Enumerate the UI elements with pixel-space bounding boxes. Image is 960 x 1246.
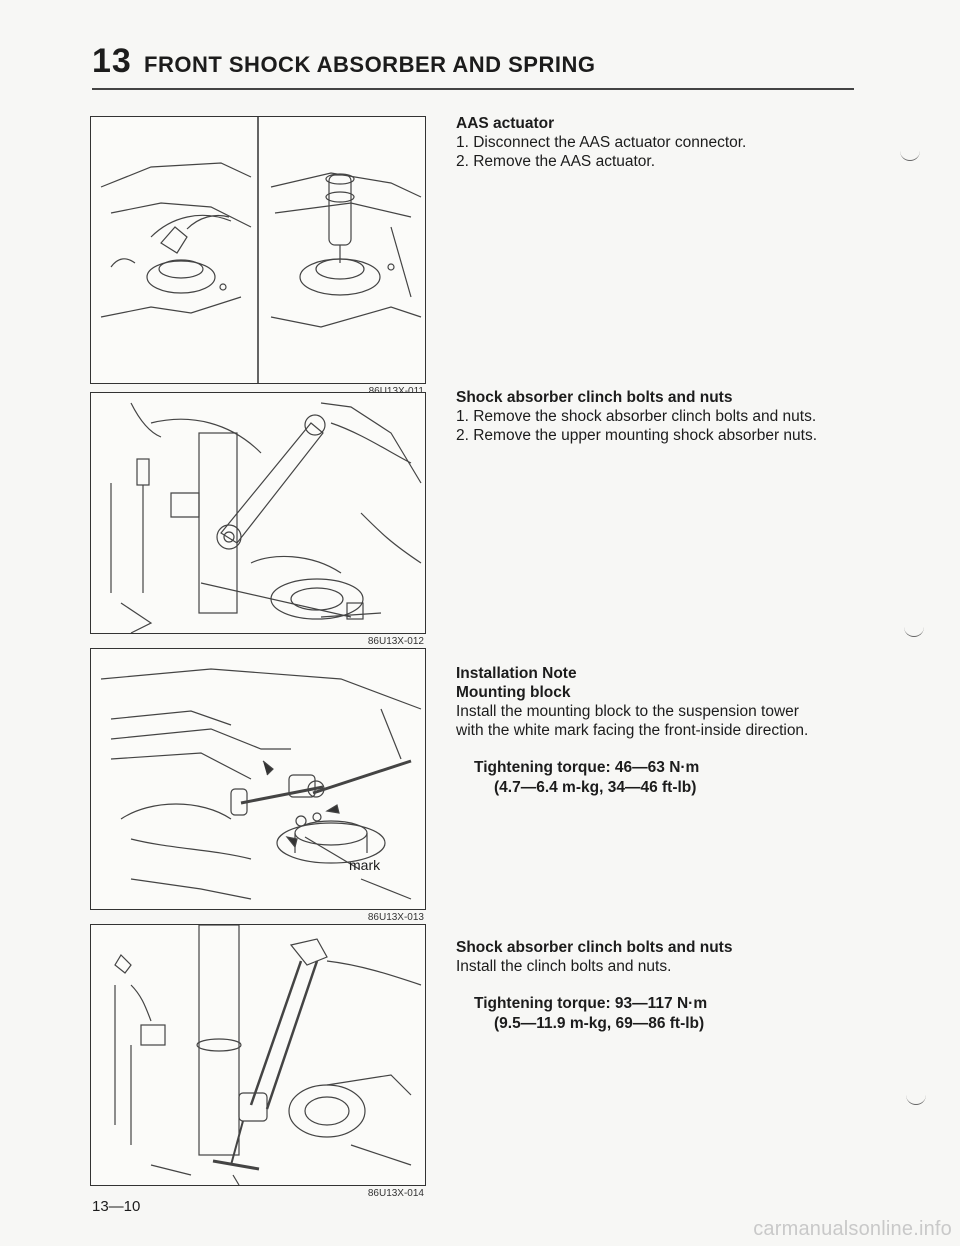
aas-actuator-illustration bbox=[91, 117, 425, 383]
chapter-title: FRONT SHOCK ABSORBER AND SPRING bbox=[144, 52, 596, 77]
section-aas-actuator bbox=[456, 114, 856, 171]
torque-line: Tightening torque: 93—117 N·m bbox=[474, 995, 708, 1012]
clinch-bolt-install-illustration bbox=[91, 925, 425, 1185]
figure-code: 86U13X-012 bbox=[367, 636, 424, 647]
chapter-number: 13 bbox=[92, 42, 132, 80]
figure-mounting-block bbox=[90, 648, 426, 910]
torque-spec bbox=[456, 758, 856, 798]
section-subtitle: Mounting block bbox=[456, 684, 571, 701]
section-clinch-bolts-install bbox=[456, 938, 856, 1034]
torque-line: (4.7—6.4 m-kg, 34—46 ft-lb) bbox=[494, 779, 697, 796]
clinch-bolt-removal-illustration bbox=[91, 393, 425, 633]
figure-clinch-bolts-removal bbox=[90, 392, 426, 634]
step-line: 2. Remove the AAS actuator. bbox=[456, 153, 656, 170]
section-title: Shock absorber clinch bolts and nuts bbox=[456, 939, 733, 956]
torque-line: Tightening torque: 46—63 N·m bbox=[474, 759, 700, 776]
margin-mark bbox=[900, 150, 920, 161]
margin-mark bbox=[906, 1094, 926, 1105]
figure-code: 86U13X-013 bbox=[367, 912, 424, 923]
section-mounting-block bbox=[456, 664, 856, 798]
torque-spec bbox=[456, 994, 856, 1034]
torque-line: (9.5—11.9 m-kg, 69—86 ft-lb) bbox=[494, 1015, 705, 1032]
body-line: with the white mark facing the front-inside direction. bbox=[456, 722, 809, 739]
figure-clinch-bolts-install bbox=[90, 924, 426, 1186]
step-line: 2. Remove the upper mounting shock absorber nuts. bbox=[456, 427, 818, 444]
section-title: Installation Note bbox=[456, 665, 577, 682]
section-title: Shock absorber clinch bolts and nuts bbox=[456, 389, 733, 406]
mark-label: mark bbox=[349, 857, 381, 873]
body-line: Install the mounting block to the suspension tower bbox=[456, 703, 799, 720]
step-line: 1. Remove the shock absorber clinch bolts and nuts. bbox=[456, 408, 817, 425]
step-line: 1. Disconnect the AAS actuator connector. bbox=[456, 134, 747, 151]
page-number: 13—10 bbox=[92, 1198, 141, 1215]
page-header bbox=[92, 42, 852, 86]
header-rule bbox=[92, 88, 854, 90]
margin-mark bbox=[904, 626, 924, 637]
section-clinch-bolts-removal bbox=[456, 388, 856, 445]
body-line: Install the clinch bolts and nuts. bbox=[456, 958, 672, 975]
figure-code: 86U13X-014 bbox=[367, 1188, 424, 1199]
watermark: carmanualsonline.info bbox=[753, 1218, 952, 1240]
section-title: AAS actuator bbox=[456, 115, 555, 132]
figure-aas-actuator bbox=[90, 116, 426, 384]
